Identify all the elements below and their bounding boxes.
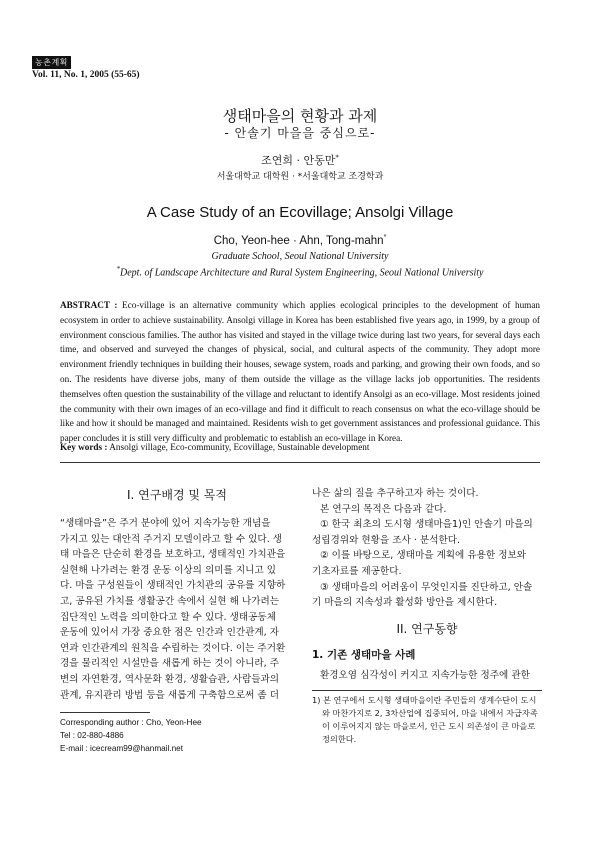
authors-korean-text: 조연희 · 안동만 xyxy=(261,154,336,167)
affiliation-korean: 서울대학교 대학원 · *서울대학교 조경학과 xyxy=(216,172,384,182)
abstract xyxy=(60,298,540,446)
divider xyxy=(60,462,540,463)
section1-body xyxy=(60,516,294,703)
journal-tag: 농촌계획 xyxy=(32,56,71,69)
title-korean: 생태마을의 현황과 과제 xyxy=(222,107,378,125)
body-line: 변의 자연환경, 역사문화 환경, 생활습관, 사람들과의 xyxy=(60,673,280,685)
body-line: 경을 물리적인 시설만을 새롭게 하는 것이 아니라, 주 xyxy=(60,658,280,670)
body-line: 나은 삶의 질을 추구하고자 하는 것이다. xyxy=(312,488,479,499)
body-line: 기초자료를 제공한다. xyxy=(312,565,402,577)
body-line: 관계, 유지관리 방법 등을 새롭게 구축함으로써 좀 더 xyxy=(60,689,280,701)
subsection-line: 환경오염 심각성이 커지고 지속가능한 정주에 관한 xyxy=(320,670,530,681)
volume-line: Vol. 11, No. 1, 2005 (55-65) xyxy=(32,70,140,80)
correspondence-tel: Tel : 02-880-4886 xyxy=(60,731,124,740)
body-line: 집단적인 노력을 의미한다고 할 수 있다. 생태공동체 xyxy=(60,611,276,623)
footnote xyxy=(312,694,542,746)
abstract-label: ABSTRACT : xyxy=(60,300,118,310)
body-line: 본 연구의 목적은 다음과 같다. xyxy=(320,503,447,515)
abstract-text: Eco-village is an alternative community which applies ecological principles to the development of human ecosystem in order to achieve sustainability. Ansolgi village in Korea has been established five years ago, in 1999, by a group of environment conscious families. The author has visited and stayed in the village twice during last two years, for several days each time, and observed and surveyed the changes of physical, social, and cultural aspects of the community. They adopt more environment friendly techniques in building their houses, sewage system, roads and parking, and growing their own foods, and so on. The residents have diverse jobs, many of them outside the village as the village lacks job opportunities. The residents themselves often question the sustainability of the village and reluctant to identify Ansolgi as an eco-village. Most residents joined the community with their own images of an eco-village and find it difficult to reach consensus on what the eco-village should be like and how it should be managed and maintained. Residents wish to get government assistances and professional guidance. This paper concludes it is still very difficulty and problematic to establish an eco-village in Korea. xyxy=(60,300,540,444)
body-line: ② 이를 바탕으로, 생태마을 계획에 유용한 정보와 xyxy=(320,550,527,562)
subsection-heading: 1. 기존 생태마을 사례 xyxy=(312,649,416,661)
authors-english-text: Cho, Yeon-hee · Ahn, Tong-mahn xyxy=(213,234,384,247)
authors-english: Cho, Yeon-hee · Ahn, Tong-mahn* xyxy=(213,234,387,247)
body-line: 고, 공유된 가치를 생활공간 속에서 실현 해 나가려는 xyxy=(60,595,280,607)
affiliation-english-2: *Dept. of Landscape Architecture and Rural System Engineering, Seoul National University xyxy=(116,265,484,279)
body-line: 가지고 있는 대안적 주거지 모델이라고 할 수 있다. 생 xyxy=(60,533,283,545)
section2-heading: II. 연구동향 xyxy=(396,622,458,636)
keywords-text: Ansolgi village, Eco-community, Ecovillage, Sustainable development xyxy=(109,442,370,452)
body-line: 성립경위와 현황을 조사 · 분석한다. xyxy=(312,534,461,546)
footnote-line: 와 마찬가지로 2, 3차산업에 집중되어, 마을 내에서 자급자족 xyxy=(322,708,538,718)
body-line: 운동에 있어서 가장 중요한 점은 인간과 인간관계, 자 xyxy=(60,627,280,639)
correspondence xyxy=(60,716,294,755)
keywords xyxy=(60,442,540,452)
body-line: 다. 마을 구성원들이 생태적인 가치관의 공유를 지향하 xyxy=(60,580,286,592)
footnote-line: 정의한다. xyxy=(322,734,357,744)
title-english: A Case Study of an Ecovillage; Ansolgi Village xyxy=(146,204,454,221)
body-line: 실현해 나가려는 환경 운동 이상의 의미를 지니고 있 xyxy=(60,564,276,576)
body-line: 기 마을의 지속성과 활성화 방안을 제시한다. xyxy=(312,597,498,609)
footnote-line: 1) 본 연구에서 도시형 생태마을이란 주민들의 생계수단이 도시 xyxy=(312,695,537,705)
right-column-body xyxy=(312,486,542,611)
footnote-rule xyxy=(60,712,150,713)
authors-korean: 조연희 · 안동만* xyxy=(261,153,339,167)
subtitle-korean: - 안솔기 마을을 중심으로- xyxy=(224,126,376,140)
correspondence-author: Corresponding author : Cho, Yeon-Hee xyxy=(60,718,202,727)
footnote-line: 이 이루어지지 않는 마을로서, 인근 도시 의존성이 큰 마을로 xyxy=(322,721,536,731)
section1-heading: I. 연구배경 및 목적 xyxy=(127,488,227,502)
body-line: 태 마을은 단순히 환경을 보호하고, 생태적인 가치관을 xyxy=(60,549,286,561)
right-footnote-rule xyxy=(312,690,542,691)
body-line: “생태마을”은 주거 분야에 있어 지속가능한 개념을 xyxy=(60,518,271,529)
keywords-label: Key words : xyxy=(60,442,108,452)
affiliation-english-1: Graduate School, Seoul National University xyxy=(211,251,389,262)
body-line: ③ 생태마을의 어려움이 무엇인지를 진단하고, 안솔 xyxy=(320,581,533,593)
body-line: ① 한국 최초의 도시형 생태마을1)인 안솔기 마을의 xyxy=(320,519,533,531)
correspondence-email: E-mail : icecream99@hanmail.net xyxy=(60,744,183,753)
affiliation-english-2-text: Dept. of Landscape Architecture and Rural System Engineering, Seoul National University xyxy=(120,267,484,279)
body-line: 연과 인간관계의 원칙을 수립하는 것이다. 이는 주거환 xyxy=(60,642,286,654)
